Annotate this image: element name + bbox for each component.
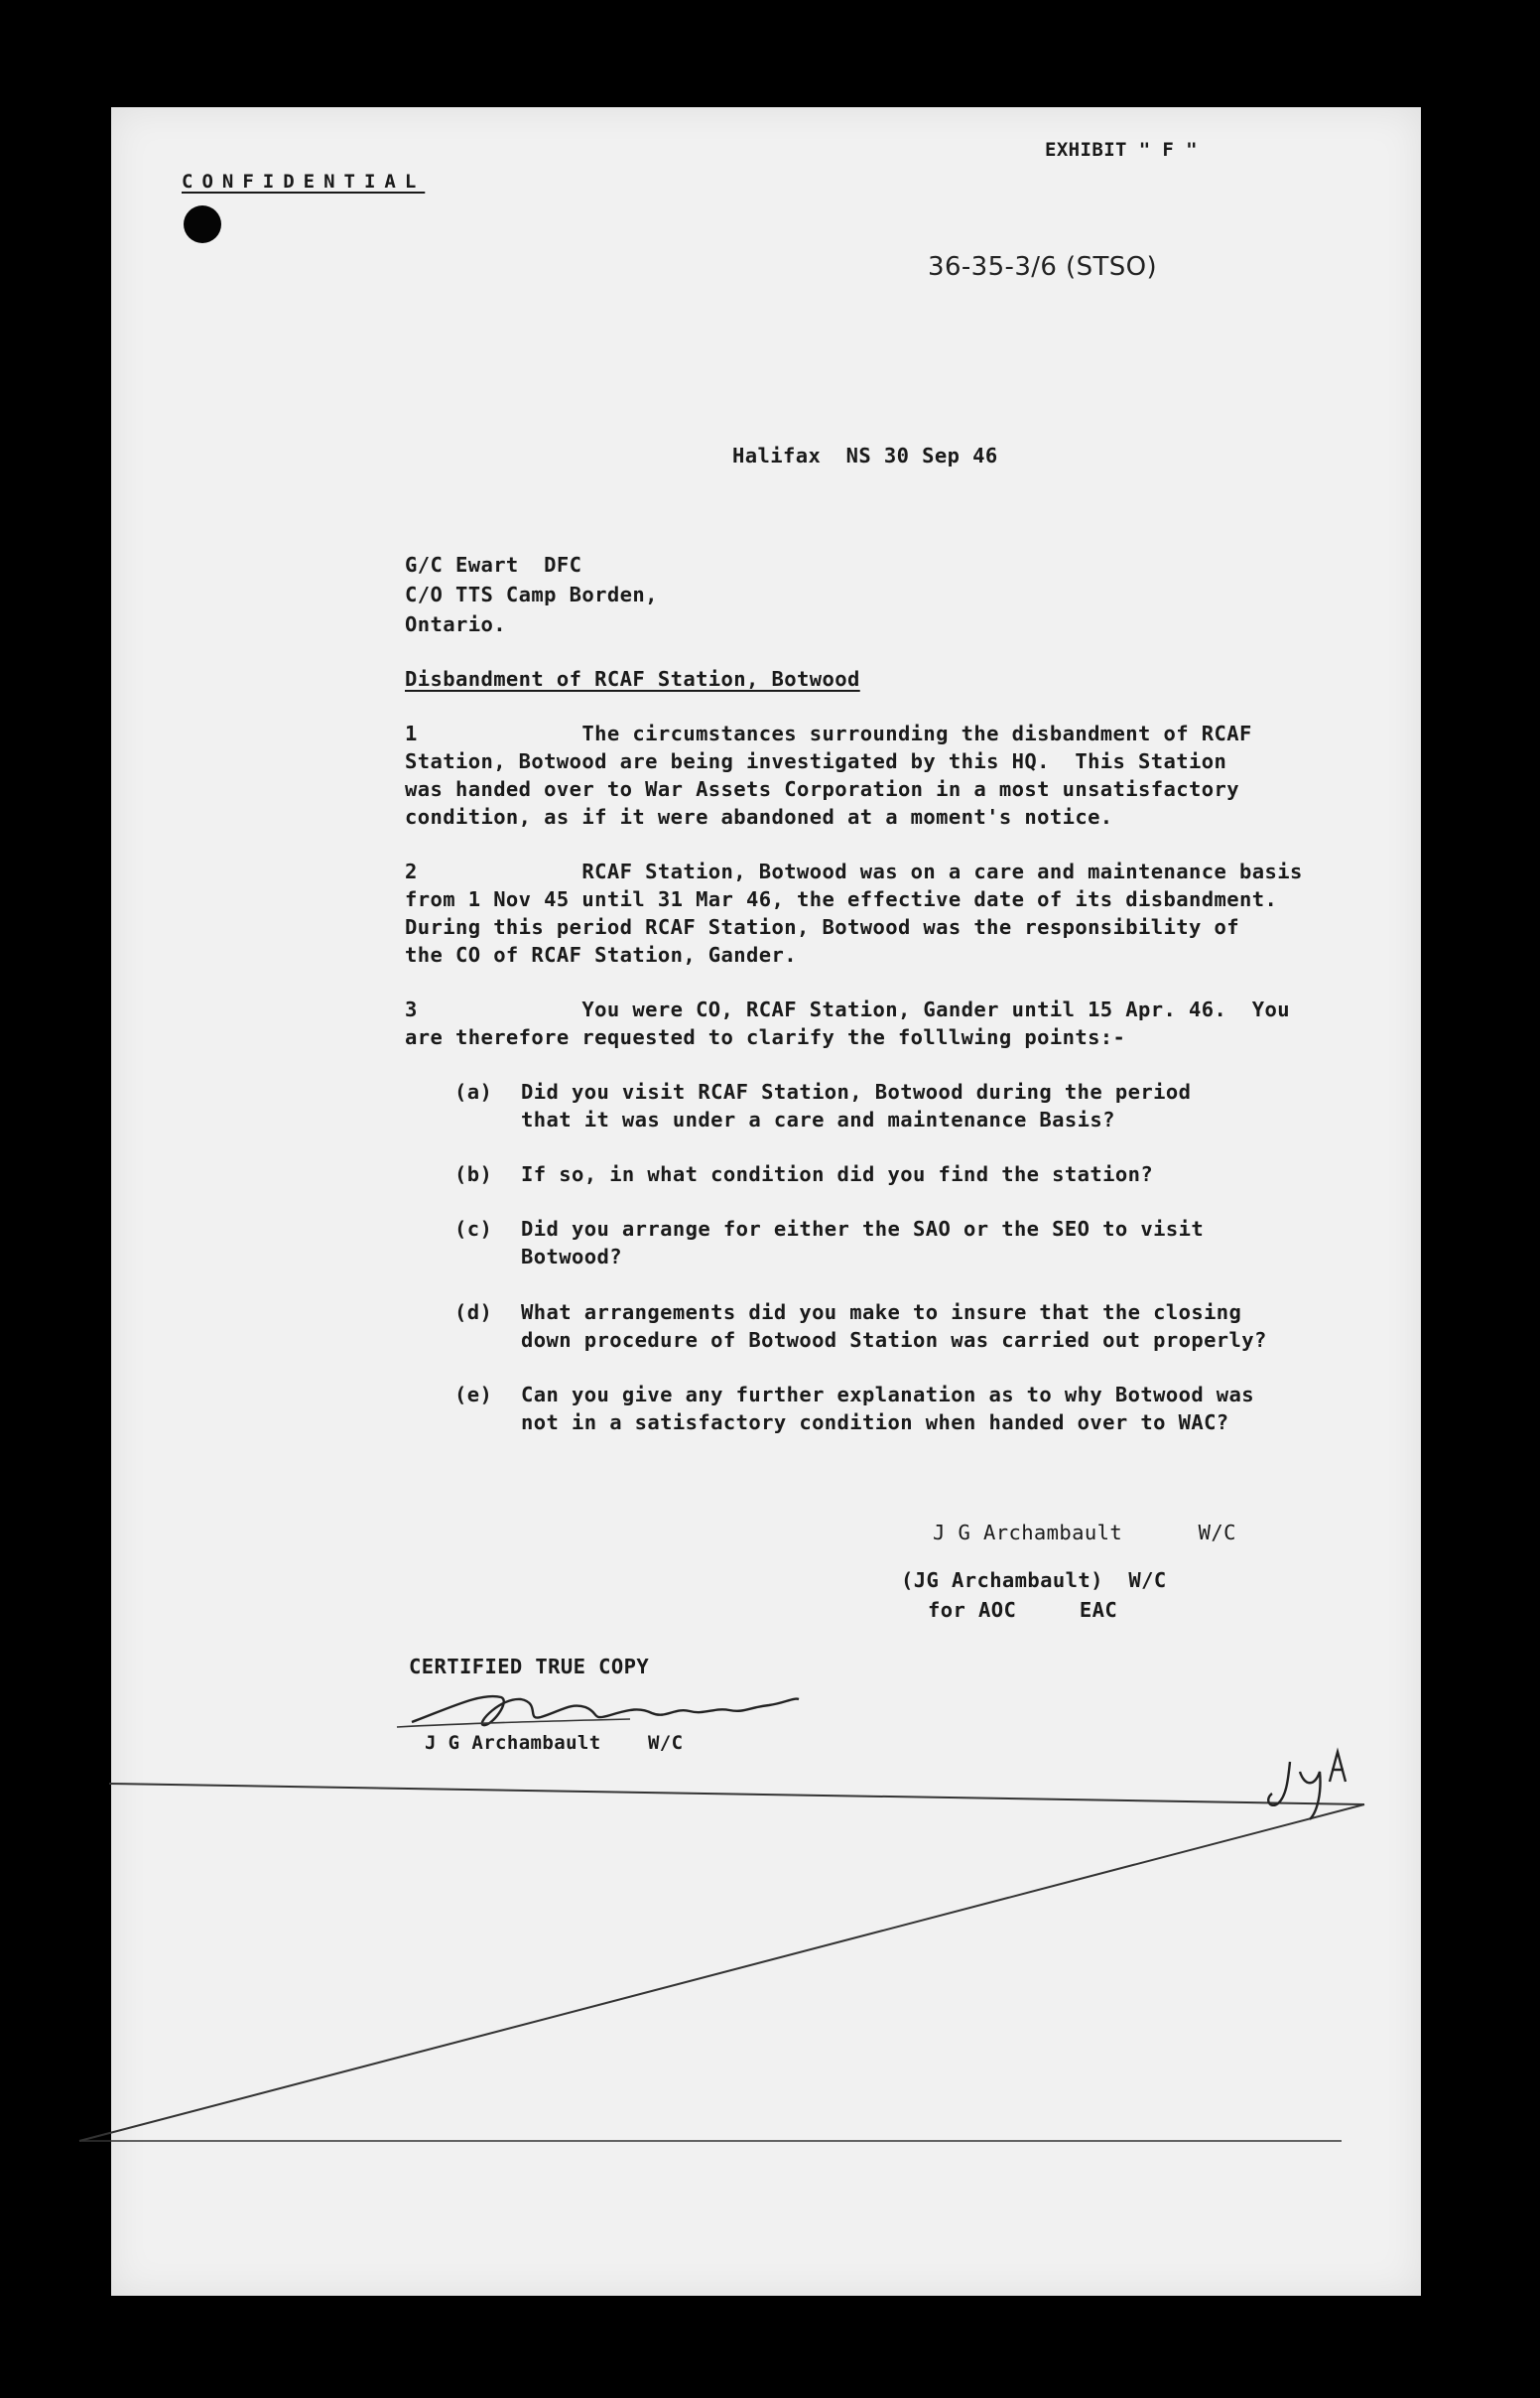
address-line-1: G/C Ewart DFC [405,553,582,577]
point-text: Can you give any further explanation as to why Botwood was [521,1383,1255,1406]
address-line-2: C/O TTS Camp Borden, [405,583,658,606]
point-text: that it was under a care and maintenance Basis? [521,1108,1115,1132]
file-reference: 36-35-3/6 (STSO) [928,252,1158,282]
point-text: What arrangements did you make to insure that the closing [521,1300,1242,1324]
certified-true-copy-label: CERTIFIED TRUE COPY [409,1655,650,1678]
point-text: down procedure of Botwood Station was carried out properly? [521,1328,1267,1352]
paragraph-1-line: 1 The circumstances surrounding the disbandment of RCAF [405,722,1252,745]
place-date: Halifax NS 30 Sep 46 [732,444,998,467]
signature-for-line: for AOC EAC [928,1598,1118,1622]
point-label: (e) [454,1383,493,1406]
point-text: not in a satisfactory condition when handed over to WAC? [521,1410,1229,1434]
paragraph-2-line: the CO of RCAF Station, Gander. [405,943,798,967]
paragraph-3-line: 3 You were CO, RCAF Station, Gander until 15 Apr. 46. You [405,998,1290,1021]
paragraph-3-line: are therefore requested to clarify the folllwing points:- [405,1025,1126,1049]
point-text: Did you visit RCAF Station, Botwood during the period [521,1080,1192,1104]
point-text: Botwood? [521,1245,622,1268]
typed-signature-name: J G Archambault W/C [933,1521,1236,1544]
point-text: If so, in what condition did you find the station? [521,1162,1154,1186]
point-text: Did you arrange for either the SAO or the SEO to visit [521,1217,1205,1241]
point-label: (d) [454,1300,493,1324]
paragraph-1-line: Station, Botwood are being investigated by this HQ. This Station [405,749,1227,773]
handwritten-initials [1260,1742,1369,1831]
certification-name: J G Archambault W/C [425,1732,684,1754]
paragraph-1-line: condition, as if it were abandoned at a moment's notice. [405,805,1113,829]
confidential-label: CONFIDENTIAL [182,171,426,193]
subject-line: Disbandment of RCAF Station, Botwood [405,667,860,691]
paragraph-2-line: During this period RCAF Station, Botwood was the responsibility of [405,915,1239,939]
point-label: (c) [454,1217,493,1241]
point-label: (a) [454,1080,493,1104]
exhibit-label: EXHIBIT " F " [1045,139,1198,161]
paragraph-1-line: was handed over to War Assets Corporation in a most unsatisfactory [405,777,1239,801]
signature-name-parenthetical: (JG Archambault) W/C [901,1568,1167,1592]
address-line-3: Ontario. [405,612,506,636]
point-label: (b) [454,1162,493,1186]
paragraph-2-line: 2 RCAF Station, Botwood was on a care and maintenance basis [405,860,1303,883]
paragraph-2-line: from 1 Nov 45 until 31 Mar 46, the effective date of its disbandment. [405,887,1278,911]
